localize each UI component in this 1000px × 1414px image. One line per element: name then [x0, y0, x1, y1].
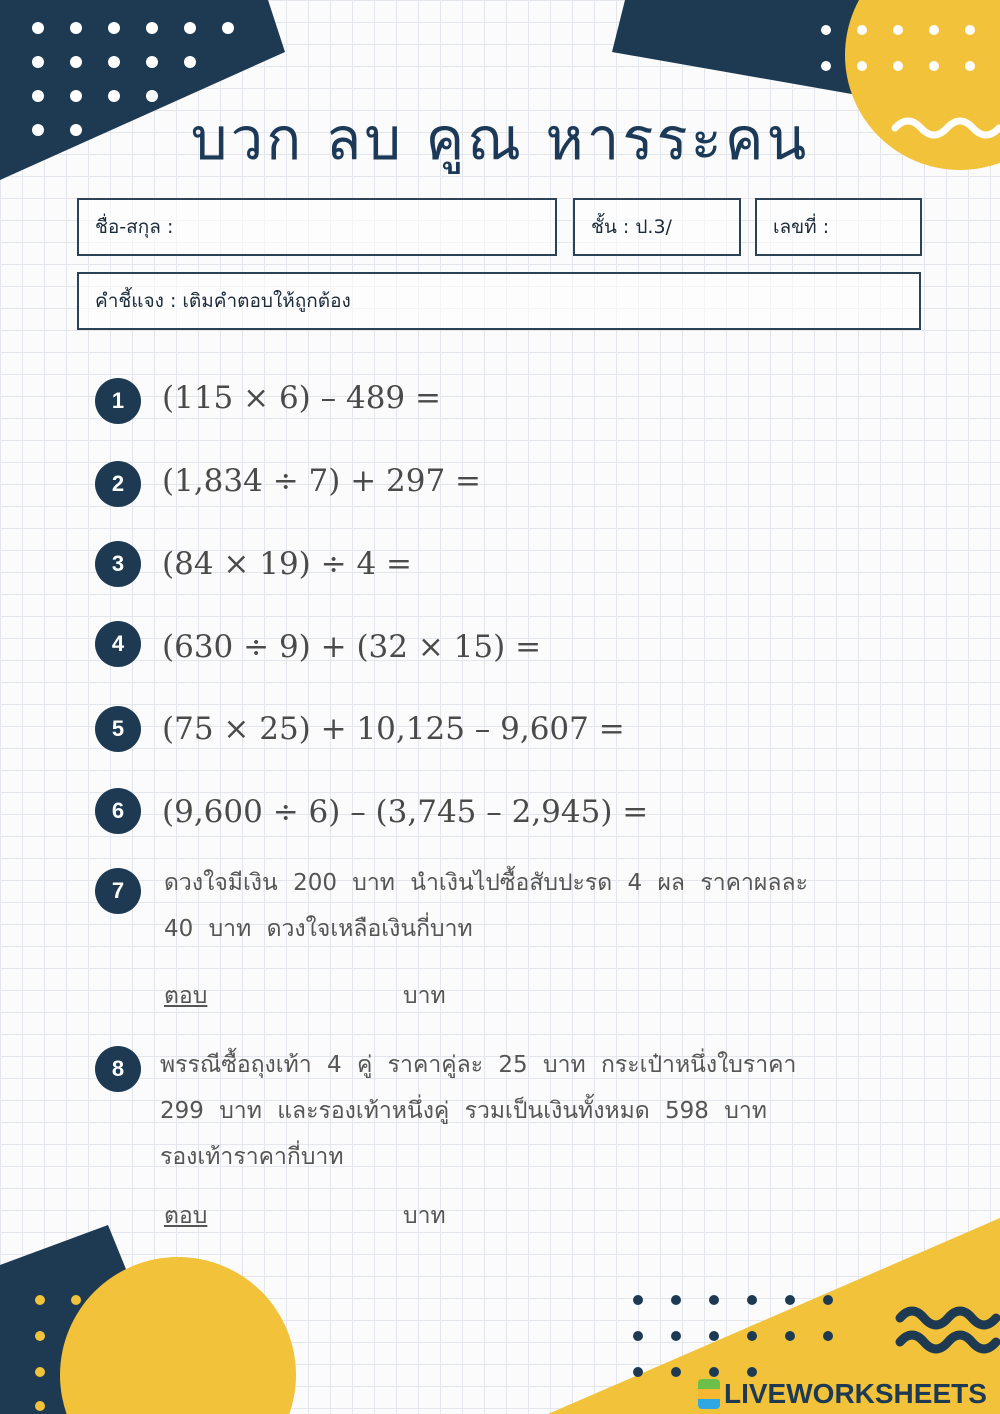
- answer-label-7: ตอบ: [164, 983, 208, 1009]
- class-field[interactable]: [573, 198, 741, 256]
- number-label: เลขที่ :: [773, 216, 830, 238]
- name-field[interactable]: [77, 198, 557, 256]
- word-problem-8-line-3: รองเท้าราคากี่บาท: [160, 1144, 344, 1170]
- question-number-7: 7: [95, 868, 141, 914]
- answer-unit-8: บาท: [403, 1203, 446, 1229]
- word-problem-7-line-1: ดวงใจมีเงิน 200 บาท นำเงินไปซื้อสับปะรด 4 ผล ราคาผลละ: [164, 870, 808, 896]
- question-expression-3: (84 × 19) ÷ 4 =: [162, 546, 412, 582]
- question-expression-2: (1,834 ÷ 7) + 297 =: [162, 463, 482, 499]
- instruction-box: [77, 272, 921, 330]
- question-number-4: 4: [95, 621, 141, 667]
- brand-badge-icon: [698, 1379, 720, 1409]
- page-title: บวก ลบ คูณ หารระคน: [190, 105, 810, 173]
- answer-label-8: ตอบ: [164, 1203, 208, 1229]
- class-label: ชั้น : ป.3/: [591, 216, 672, 238]
- question-number-5: 5: [95, 706, 141, 752]
- question-expression-1: (115 × 6) – 489 =: [162, 380, 441, 416]
- answer-unit-7: บาท: [403, 983, 446, 1009]
- question-number-6: 6: [95, 788, 141, 834]
- question-number-2: 2: [95, 461, 141, 507]
- brand-name: LIVEWORKSHEETS: [724, 1378, 987, 1409]
- question-number-8: 8: [95, 1046, 141, 1092]
- name-label: ชื่อ-สกุล :: [95, 216, 174, 238]
- question-expression-4: (630 ÷ 9) + (32 × 15) =: [162, 629, 542, 665]
- word-problem-8-line-2: 299 บาท และรองเท้าหนึ่งคู่ รวมเป็นเงินทั้งหมด 598 บาท: [160, 1098, 767, 1124]
- word-problem-7-line-2: 40 บาท ดวงใจเหลือเงินกี่บาท: [164, 916, 473, 942]
- question-number-3: 3: [95, 541, 141, 587]
- question-expression-5: (75 × 25) + 10,125 – 9,607 =: [162, 711, 625, 747]
- question-expression-6: (9,600 ÷ 6) – (3,745 – 2,945) =: [162, 794, 649, 830]
- question-number-1: 1: [95, 378, 141, 424]
- liveworksheets-logo[interactable]: [698, 1378, 987, 1410]
- number-field[interactable]: [755, 198, 922, 256]
- instruction-text: คำชี้แจง : เติมคำตอบให้ถูกต้อง: [95, 290, 351, 312]
- word-problem-8-line-1: พรรณีซื้อถุงเท้า 4 คู่ ราคาคู่ละ 25 บาท กระเป๋าหนึ่งใบราคา: [160, 1052, 797, 1078]
